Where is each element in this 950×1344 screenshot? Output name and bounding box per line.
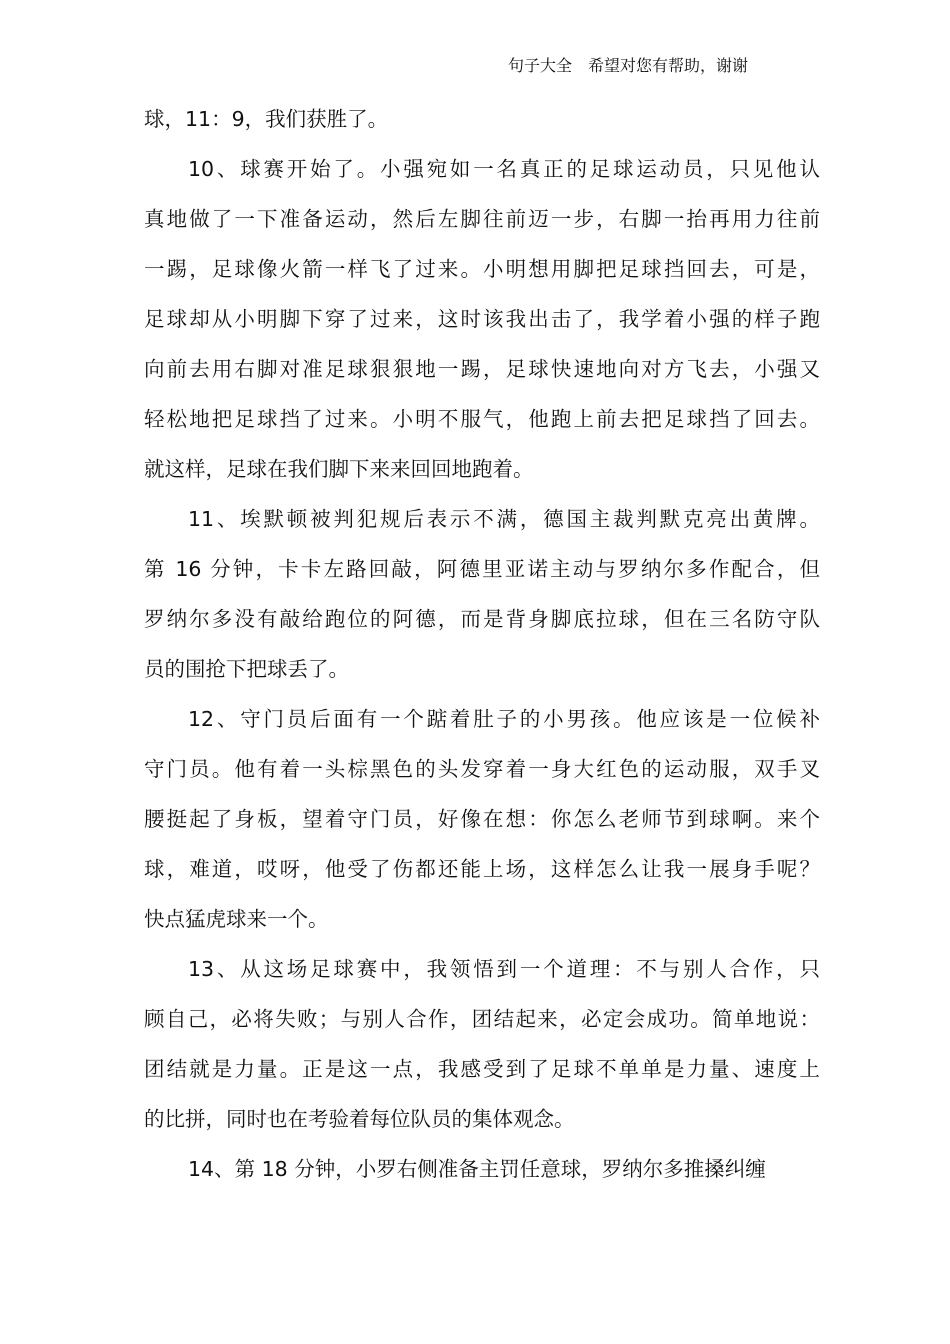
text-line: 员的围抢下把球丢了。 — [144, 657, 349, 681]
text-line: 团结就是力量。正是这一点，我感受到了足球不单单是力量、速度上 — [144, 1057, 820, 1081]
text-line: 向前去用右脚对准足球狠狠地一踢，足球快速地向对方飞去，小强又 — [144, 357, 820, 381]
text-line: 第 16 分钟，卡卡左路回敲，阿德里亚诺主动与罗纳尔多作配合，但 — [144, 557, 820, 581]
paragraph-10 — [144, 144, 820, 494]
text-line: 的比拼，同时也在考验着每位队员的集体观念。 — [144, 1107, 575, 1131]
text-line: 球，难道，哎呀，他受了伤都还能上场，这样怎么让我一展身手呢？ — [144, 857, 820, 881]
text-line: 13、从这场足球赛中，我领悟到一个道理：不与别人合作，只 — [188, 957, 820, 981]
text-line: 守门员。他有着一头棕黑色的头发穿着一身大红色的运动服，双手叉 — [144, 757, 820, 781]
text-line: 快点猛虎球来一个。 — [144, 907, 329, 931]
text-line: 足球却从小明脚下穿了过来，这时该我出击了，我学着小强的样子跑 — [144, 307, 820, 331]
paragraph-12 — [144, 694, 820, 944]
text-line: 就这样，足球在我们脚下来来回回地跑着。 — [144, 457, 534, 481]
paragraph-continuation — [144, 94, 820, 144]
document-body — [144, 94, 820, 1194]
text-line: 11、埃默顿被判犯规后表示不满，德国主裁判默克亮出黄牌。 — [188, 507, 820, 531]
text-line: 腰挺起了身板，望着守门员，好像在想：你怎么老师节到球啊。来个 — [144, 807, 820, 831]
text-line: 一踢，足球像火箭一样飞了过来。小明想用脚把足球挡回去，可是， — [144, 257, 820, 281]
text-line: 轻松地把足球挡了过来。小明不服气，他跑上前去把足球挡了回去。 — [144, 407, 820, 431]
text-line: 12、守门员后面有一个踮着肚子的小男孩。他应该是一位候补 — [188, 707, 820, 731]
paragraph-11 — [144, 494, 820, 694]
paragraph-14 — [144, 1144, 820, 1194]
paragraph-13 — [144, 944, 820, 1144]
header-title: 句子大全 — [508, 56, 573, 75]
text-line: 罗纳尔多没有敲给跑位的阿德，而是背身脚底拉球，但在三名防守队 — [144, 607, 820, 631]
text-line: 真地做了一下准备运动，然后左脚往前迈一步，右脚一抬再用力往前 — [144, 207, 820, 231]
text-line: 10、球赛开始了。小强宛如一名真正的足球运动员，只见他认 — [188, 157, 820, 181]
header-slogan: 希望对您有帮助，谢谢 — [588, 56, 749, 75]
text-line: 球，11：9，我们获胜了。 — [144, 107, 389, 131]
page-header — [0, 54, 950, 78]
text-line: 14、第 18 分钟，小罗右侧准备主罚任意球，罗纳尔多推搡纠缠 — [188, 1157, 766, 1181]
text-line: 顾自己，必将失败；与别人合作，团结起来，必定会成功。简单地说： — [144, 1007, 820, 1031]
